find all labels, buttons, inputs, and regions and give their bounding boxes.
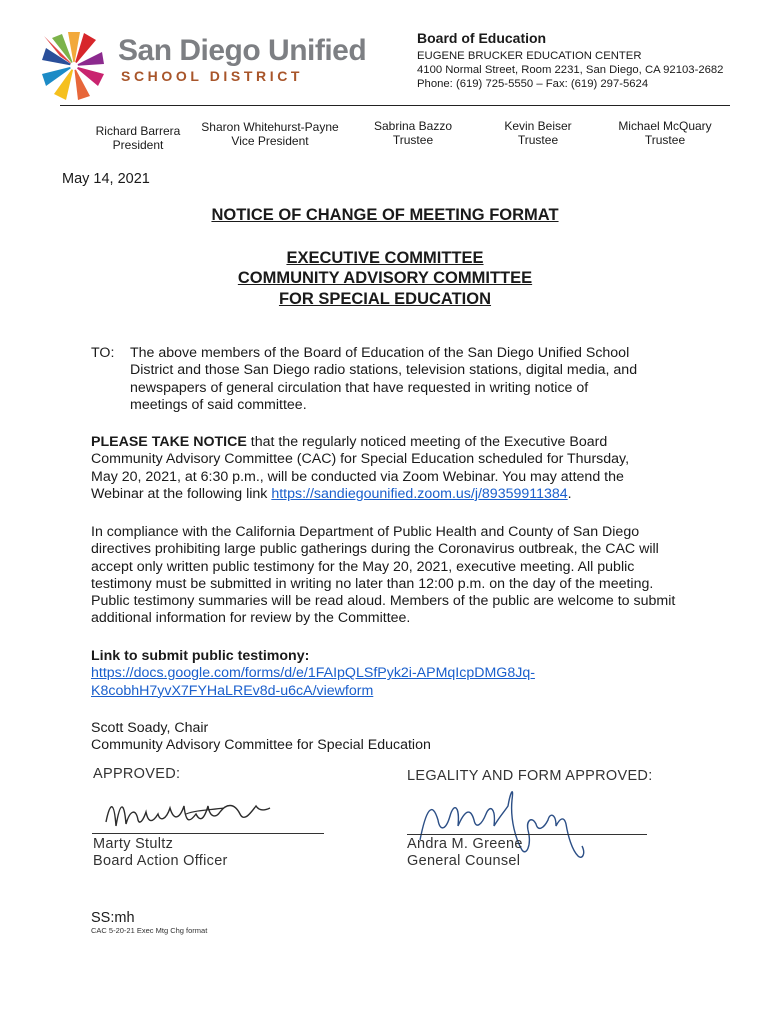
legality-title: General Counsel (407, 853, 521, 869)
chair-block (91, 720, 431, 755)
to-line: The above members of the Board of Education of the San Diego Unified School (130, 345, 630, 361)
compliance-line: In compliance with the California Department of Public Health and County of San Diego (91, 524, 640, 540)
typist-initials: SS:mh (91, 910, 135, 926)
member-name: Sharon Whitehurst-Payne (201, 120, 339, 134)
member-name: Kevin Beiser (504, 119, 572, 133)
chair-committee: Community Advisory Committee for Special Education (91, 737, 431, 754)
testimony-form-link[interactable]: https://docs.google.com/forms/d/e/1FAIpQLSfPyk2i-APMqIcpDMG8Jq- (91, 665, 535, 682)
logo-subname: SCHOOL DISTRICT (121, 68, 304, 84)
approved-name: Marty Stultz (93, 836, 174, 852)
notice-text: May 20, 2021, at 6:30 p.m., will be conducted via Zoom Webinar. You may attend the (91, 468, 624, 485)
member-role: Trustee (392, 133, 434, 147)
chair-name: Scott Soady, Chair (91, 720, 209, 736)
notice-text: Community Advisory Committee (CAC) for Special Education scheduled for Thursday, (91, 451, 630, 468)
testimony-form-link-cont[interactable]: K8cobhH7yvX7FYHaLREv8d-u6cA/viewform (91, 682, 374, 699)
notice-text: . (567, 485, 572, 502)
member-role: Trustee (644, 133, 686, 147)
member-name: Sabrina Bazzo (373, 119, 453, 133)
star-logo-icon (42, 32, 104, 100)
member-trustee-mcquary (605, 119, 725, 147)
notice-title: NOTICE OF CHANGE OF MEETING FORMAT (211, 206, 559, 224)
header-divider (60, 105, 730, 106)
board-phone: Phone: (619) 725-5550 – Fax: (619) 297-5624 (417, 78, 649, 90)
member-role: Vice President (231, 134, 309, 148)
district-logo (30, 28, 120, 104)
to-line: District and those San Diego radio stations, television stations, digital media, and (130, 362, 638, 379)
notice-text: that the regularly noticed meeting of the Executive Board (246, 434, 608, 450)
committee-line-3: FOR SPECIAL EDUCATION (278, 290, 492, 308)
committee-line-2: COMMUNITY ADVISORY COMMITTEE (237, 269, 533, 287)
to-label: TO: (91, 345, 115, 361)
logo-name: San Diego Unified (118, 34, 367, 67)
member-name: Michael McQuary (618, 119, 712, 133)
document-reference: CAC 5-20-21 Exec Mtg Chg format (91, 926, 208, 935)
member-trustee-beiser (483, 119, 593, 147)
legality-label: LEGALITY AND FORM APPROVED: (407, 768, 653, 784)
testimony-label: Link to submit public testimony: (91, 648, 310, 664)
compliance-line: Public testimony summaries will be read aloud. Members of the public are welcome to submit (91, 593, 676, 610)
notice-paragraph (91, 434, 629, 503)
compliance-line: additional information for review by the Committee. (91, 610, 411, 627)
committee-line-1: EXECUTIVE COMMITTEE (286, 249, 484, 267)
compliance-paragraph (91, 524, 675, 628)
board-title: Board of Education (417, 30, 547, 46)
approved-title: Board Action Officer (93, 853, 228, 869)
zoom-webinar-link[interactable]: https://sandiegounified.zoom.us/j/89359911384 (271, 485, 568, 502)
compliance-line: directives prohibiting large public gatherings during the Coronavirus outbreak, the CAC will (91, 541, 659, 558)
member-name: Richard Barrera (95, 124, 181, 138)
member-president (78, 124, 198, 152)
member-role: Trustee (517, 133, 559, 147)
letter-date: May 14, 2021 (62, 171, 150, 187)
to-line: meetings of said committee. (130, 396, 307, 413)
member-role: President (112, 138, 164, 152)
approved-label: APPROVED: (93, 766, 181, 782)
testimony-block (91, 648, 535, 700)
board-center: EUGENE BRUCKER EDUCATION CENTER (417, 50, 642, 62)
legality-signature-line (407, 834, 647, 835)
compliance-line: accept only written public testimony for the May 20, 2021, executive meeting. All public (91, 558, 635, 575)
board-address: 4100 Normal Street, Room 2231, San Diego, CA 92103-2682 (417, 64, 724, 76)
compliance-line: testimony must be submitted in writing no later than 12:00 p.m. on the day of the meeting. (91, 575, 654, 592)
member-vice-president (195, 120, 345, 148)
to-block (130, 345, 637, 414)
to-line: newspapers of general circulation that have requested in writing notice of (130, 379, 589, 396)
member-trustee-bazzo (358, 119, 468, 147)
legality-name: Andra M. Greene (407, 836, 523, 852)
approved-signature-line (92, 833, 324, 834)
notice-text: Webinar at the following link (91, 485, 272, 502)
notice-bold: PLEASE TAKE NOTICE (91, 434, 247, 450)
